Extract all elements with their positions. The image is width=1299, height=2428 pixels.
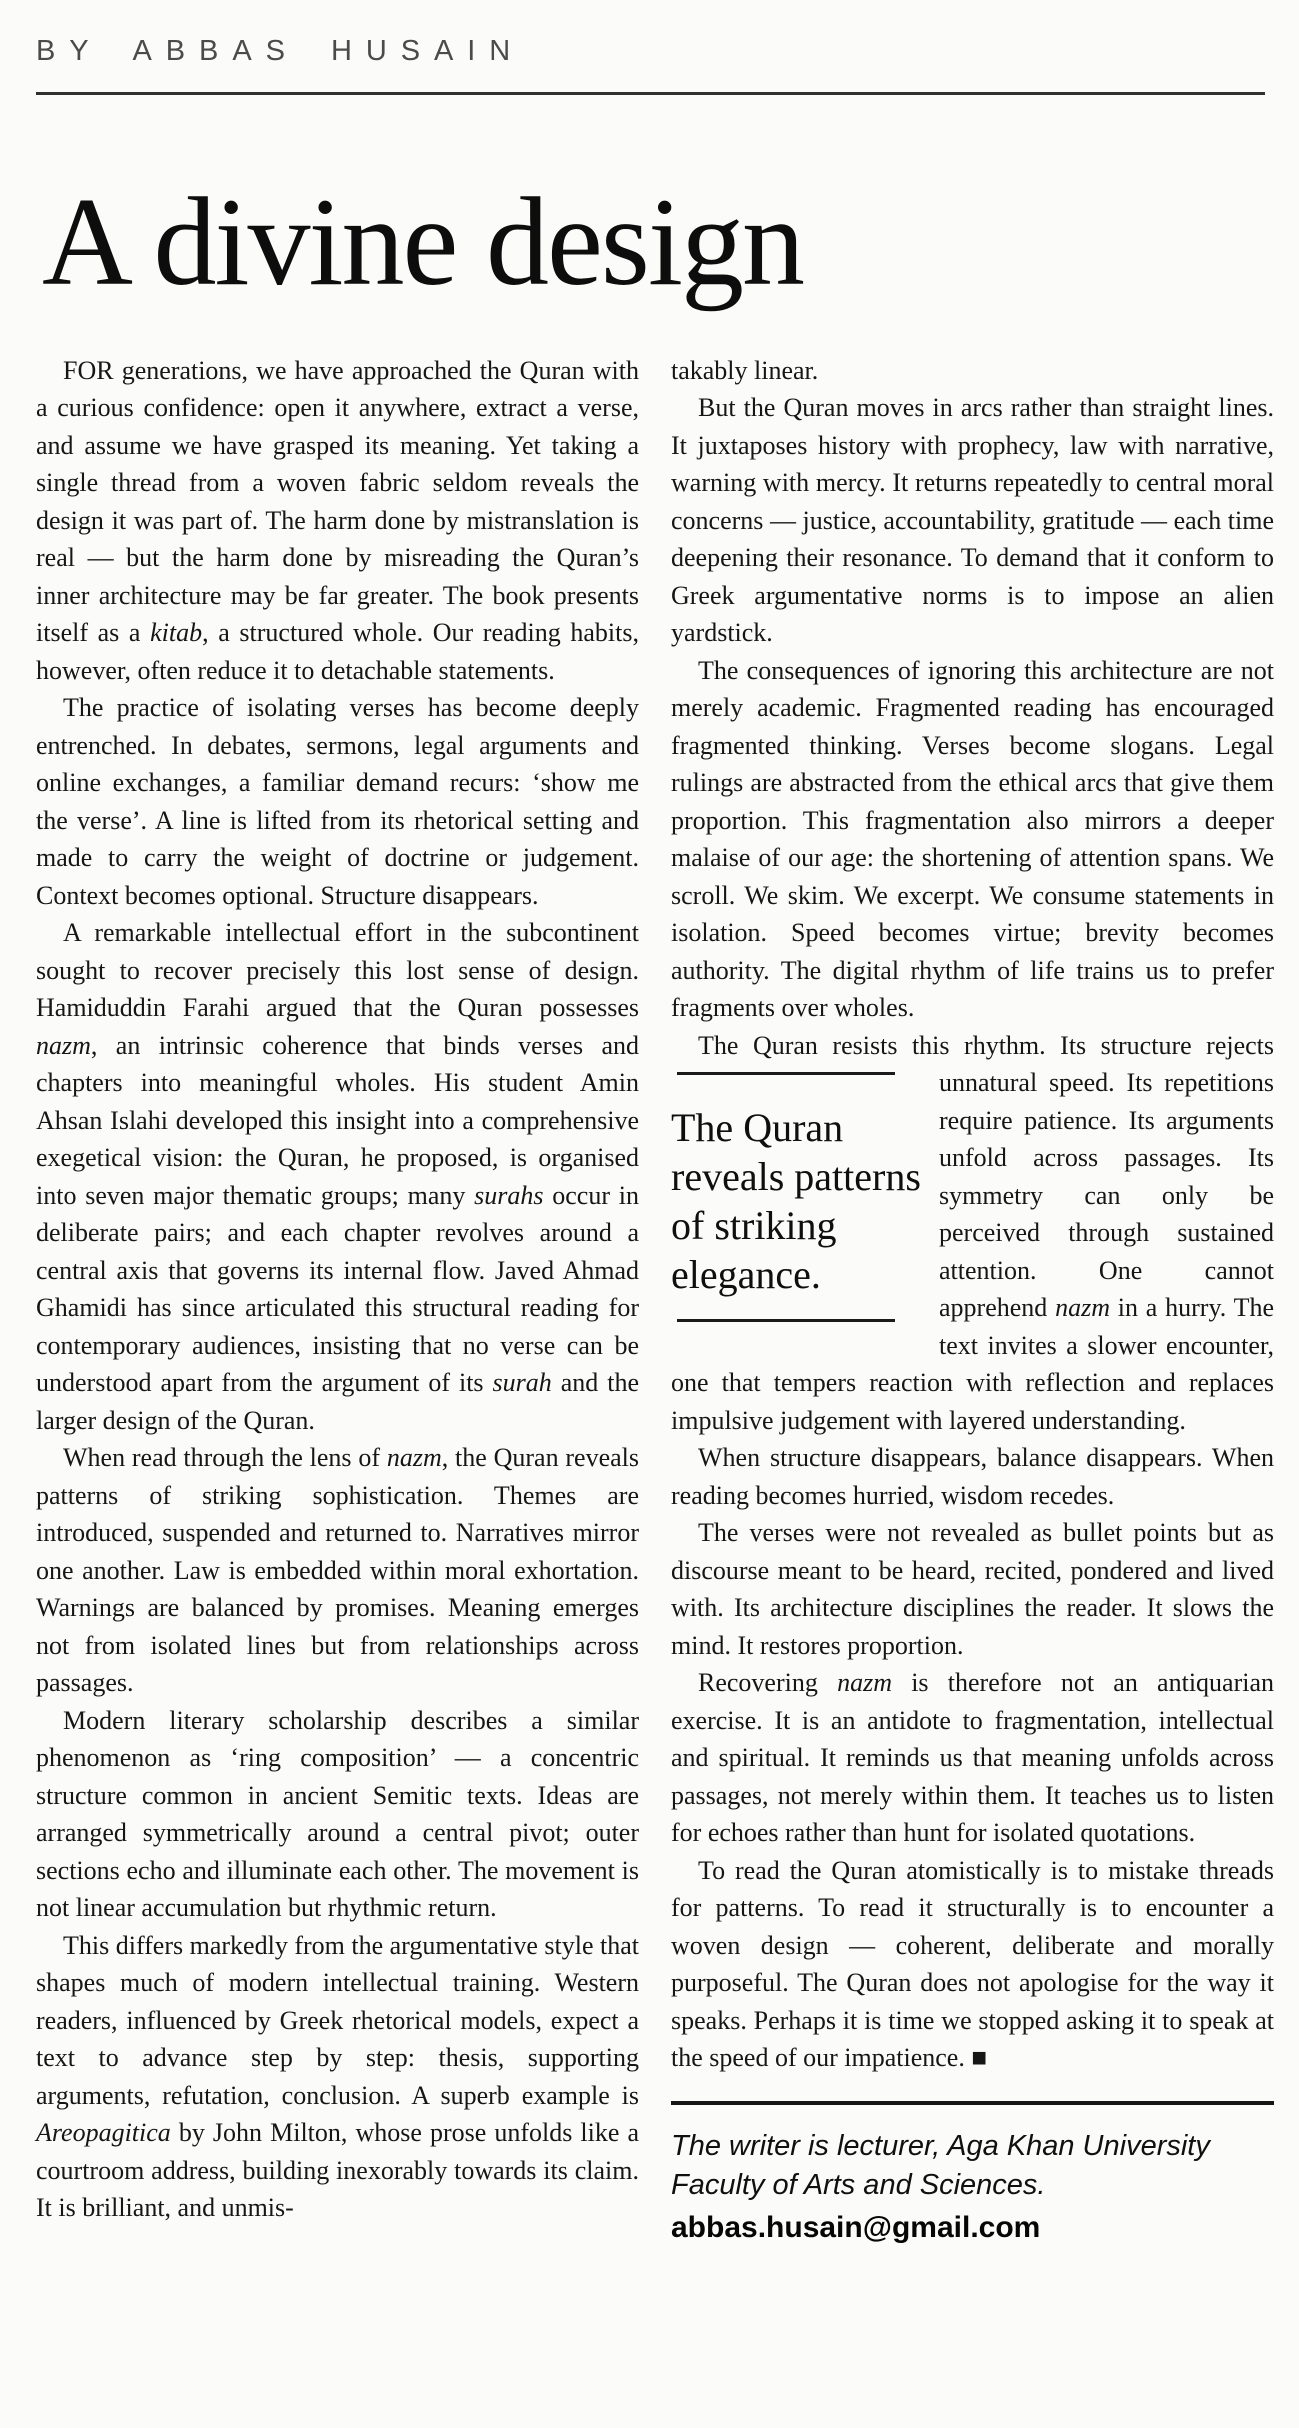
credit-email: abbas.husain@gmail.com [671,2210,1041,2244]
paragraph-continuation: takably linear. [671,355,819,385]
pull-quote-text: The Quran reveals patterns of striking elegance. [671,1105,921,1298]
paragraph-with-pullquote [671,1027,1274,1440]
paragraph: When read through the lens of nazm, the Quran reveals patterns of striking sophistication. Themes are introduced, suspended and returned to. Narratives mirror one another. Law is embedded within moral exhortation. Warnings are balanced by promises. Meaning emerges not from isolated lines but from relationships across passages. [36,1443,639,1698]
pull-quote [671,1072,923,1322]
author-credit [671,2101,1274,2247]
paragraph: FOR generations, we have approached the Quran with a curious confidence: open it anywhere, extract a verse, and assume we have grasped its meaning. Yet taking a single thread from a woven fabric seldom reveals the design it was part of. The harm done by mistranslation is real — but the harm done by misreading the Quran’s inner architecture may be far greater. The book presents itself as a kitab, a structured whole. Our reading habits, however, often reduce it to detachable statements. [36,355,639,685]
paragraph-text: require patience. Its arguments unfold across passages. Its symmetry can only be perceived through sustained attention. One cannot apprehend nazm in a hurry. The text invites a slower encounter, one that tempers reaction with reflection and replaces impulsive judgement with layered understanding. [671,1105,1275,1435]
paragraph: This differs markedly from the argumentative style that shapes much of modern intellectual training. Western readers, influenced by Greek rhetorical models, expect a text to advance step by step: thesis, supporting arguments, refutation, conclusion. A superb example is Areopagitica by John Milton, whose prose unfolds like a courtroom address, building inexorably towards its claim. It is brilliant, and unmis- [36,1930,639,2223]
article-body [36,352,1275,2247]
paragraph: The verses were not revealed as bullet points but as discourse meant to be heard, recited, pondered and lived with. Its architecture disciplines the reader. It slows the mind. It restores proportion. [671,1518,1274,1660]
column-left [36,352,639,2247]
paragraph: When structure disappears, balance disappears. When reading becomes hurried, wisdom recedes. [671,1443,1274,1510]
paragraph: The consequences of ignoring this architecture are not merely academic. Fragmented reading has encouraged fragmented thinking. Verses become slogans. Legal rulings are abstracted from the ethical arcs that give them proportion. This fragmentation also mirrors a deeper malaise of our age: the shortening of attention spans. We scroll. We skim. We excerpt. We consume statements in isolation. Speed becomes virtue; brevity becomes authority. The digital rhythm of life trains us to prefer fragments over wholes. [671,655,1274,1023]
paragraph: Recovering nazm is therefore not an antiquarian exercise. It is an antidote to fragmentation, intellectual and spiritual. It reminds us that meaning unfolds across passages, not merely within them. It teaches us to listen for echoes rather than hunt for isolated quotations. [671,1668,1275,1848]
headline: A divine design [42,173,803,312]
paragraph: But the Quran moves in arcs rather than straight lines. It juxtaposes history with prophecy, law with narrative, warning with mercy. It returns repeatedly to central moral concerns — justice, accountability, gratitude — each time deepening their resonance. To demand that it conform to Greek argumentative norms is to impose an alien yardstick. [671,393,1274,648]
byline: BY ABBAS HUSAIN [36,35,525,67]
column-right [671,352,1274,2247]
page-header [36,34,1265,312]
header-rule [36,92,1265,95]
paragraph: A remarkable intellectual effort in the subcontinent sought to recover precisely this lost sense of design. Hamiduddin Farahi argued that the Quran possesses nazm, an intrinsic coherence that binds verses and chapters into meaningful wholes. His student Amin Ahsan Islahi developed this insight into a comprehensive exegetical vision: the Quran, he proposed, is organised into seven major thematic groups; many surahs occur in deliberate pairs; and each chapter revolves around a central axis that governs its internal flow. Javed Ahmad Ghamidi has since articulated this structural reading for contemporary audiences, insisting that no verse can be understood apart from the argument of its surah and the larger design of the Quran. [36,918,639,1435]
credit-text: The writer is lecturer, Aga Khan University Faculty of Arts and Sciences. [671,2129,1210,2201]
paragraph: Modern literary scholarship describes a similar phenomenon as ‘ring composition’ — a concentric structure common in ancient Semitic texts. Ideas are arranged symmetrically around a central pivot; outer sections echo and illuminate each other. The movement is not linear accumulation but rhythmic return. [36,1705,639,1923]
pull-quote-bottom-rule [677,1319,895,1322]
paragraph: The practice of isolating verses has become deeply entrenched. In debates, sermons, legal arguments and online exchanges, a familiar demand recurs: ‘show me the verse’. A line is lifted from its rhetorical setting and made to carry the weight of doctrine or judgement. Context becomes optional. Structure disappears. [36,693,639,910]
paragraph: To read the Quran atomistically is to mistake threads for patterns. To read it structurally is to encounter a woven design — coherent, deliberate and morally purposeful. The Quran does not apologise for the way it speaks. Perhaps it is time we stopped asking it to speak at the speed of our impatience. ■ [671,1855,1274,2073]
paragraph-text: The Quran resists this rhythm. Its structure rejects unnatural speed. Its repetitions [698,1030,1274,1098]
credit-rule [671,2101,1274,2105]
